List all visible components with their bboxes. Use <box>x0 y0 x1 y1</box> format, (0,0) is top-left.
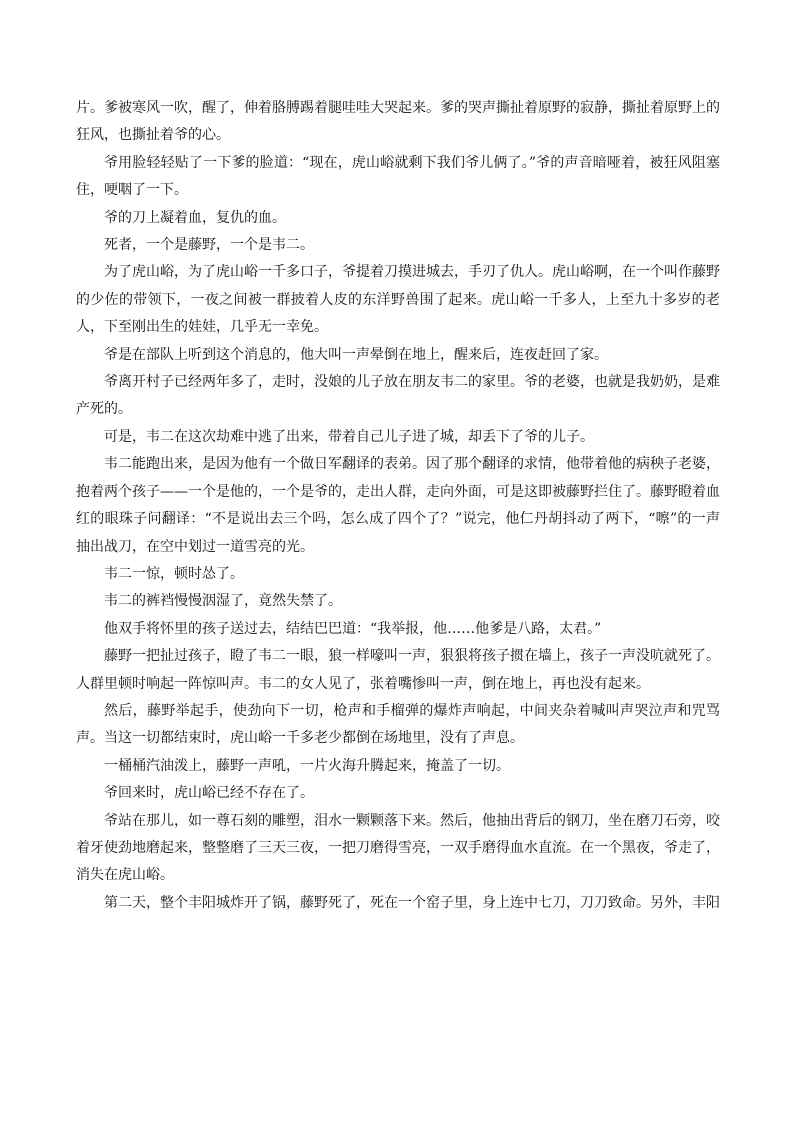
paragraph-8: 可是，韦二在这次劫难中逃了出来，带着自己儿子进了城，却丢下了爷的儿子。 <box>104 428 594 445</box>
paragraph-13: 藤野一把扯过孩子，瞪了韦二一眼，狼一样嚎叫一声，狠狠将孩子掼在墙上，孩子一声没吭就死了。人群里顿时响起一阵惊叫声。韦二的女人见了，张着嘴惨叫一声，倒在地上，再也没有起来。 <box>76 648 720 692</box>
paragraph-4: 死者，一个是藤野，一个是韦二。 <box>104 237 314 254</box>
paragraph-1: 片。爹被寒风一吹，醒了，伸着胳膊踢着腿哇哇大哭起来。爹的哭声撕扯着原野的寂静，撕扯着原野上的狂风，也撕扯着爷的心。 <box>76 100 720 144</box>
document-body <box>76 95 720 917</box>
paragraph-15: 一桶桶汽油泼上，藤野一声吼，一片火海升腾起来，掩盖了一切。 <box>104 757 510 774</box>
paragraph-5: 为了虎山峪，为了虎山峪一千多口子，爷提着刀摸进城去，手刃了仇人。虎山峪啊，在一个叫作藤野的少佐的带领下，一夜之间被一群披着人皮的东洋野兽围了起来。虎山峪一千多人，上至九十多岁的老人，下至刚出生的娃娃，几乎无一幸免。 <box>76 264 720 336</box>
paragraph-10: 韦二一惊，顿时怂了。 <box>104 565 244 582</box>
paragraph-16: 爷回来时，虎山峪已经不存在了。 <box>104 785 314 802</box>
paragraph-2: 爷用脸轻轻贴了一下爹的脸道：“现在，虎山峪就剩下我们爷儿俩了。”爷的声音暗哑着，被狂风阻塞住，哽咽了一下。 <box>76 154 720 199</box>
paragraph-3: 爷的刀上凝着血，复仇的血。 <box>104 209 286 226</box>
paragraph-6: 爷是在部队上听到这个消息的，他大叫一声晕倒在地上，醒来后，连夜赶回了家。 <box>104 346 608 363</box>
paragraph-7: 爷离开村子已经两年多了，走时，没娘的儿子放在朋友韦二的家里。爷的老婆，也就是我奶奶，是难产死的。 <box>76 374 720 418</box>
paragraph-17: 爷站在那儿，如一尊石刻的雕塑，泪水一颗颗落下来。然后，他抽出背后的钢刀，坐在磨刀石旁，咬着牙使劲地磨起来，整整磨了三天三夜，一把刀磨得雪亮，一双手磨得血水直流。在一个黑夜，爷走了，消失在虎山峪。 <box>76 812 720 884</box>
paragraph-18: 第二天，整个丰阳城炸开了锅，藤野死了，死在一个窑子里，身上连中七刀，刀刀致命。另外，丰阳 <box>104 894 720 911</box>
paragraph-12: 他双手将怀里的孩子送过去，结结巴巴道：“我举报，他……他爹是八路，太君。” <box>104 620 602 637</box>
paragraph-9: 韦二能跑出来，是因为他有一个做日军翻译的表弟。因了那个翻译的求情，他带着他的病秧子老婆，抱着两个孩子——一个是他的，一个是爷的，走出人群，走向外面，可是这即被藤野拦住了。藤野瞪着血红的眼珠子问翻译：“不是说出去三个吗，怎么成了四个了？”说完，他仁丹胡抖动了两下，“嚓”的一声抽出战刀，在空中划过一道雪亮的光。 <box>76 456 720 555</box>
paragraph-14: 然后，藤野举起手，使劲向下一切，枪声和手榴弹的爆炸声响起，中间夹杂着喊叫声哭泣声和咒骂声。当这一切都结束时，虎山峪一千多老少都倒在场地里，没有了声息。 <box>76 702 720 747</box>
paragraph-11: 韦二的裤裆慢慢洇湿了，竟然失禁了。 <box>104 593 342 610</box>
